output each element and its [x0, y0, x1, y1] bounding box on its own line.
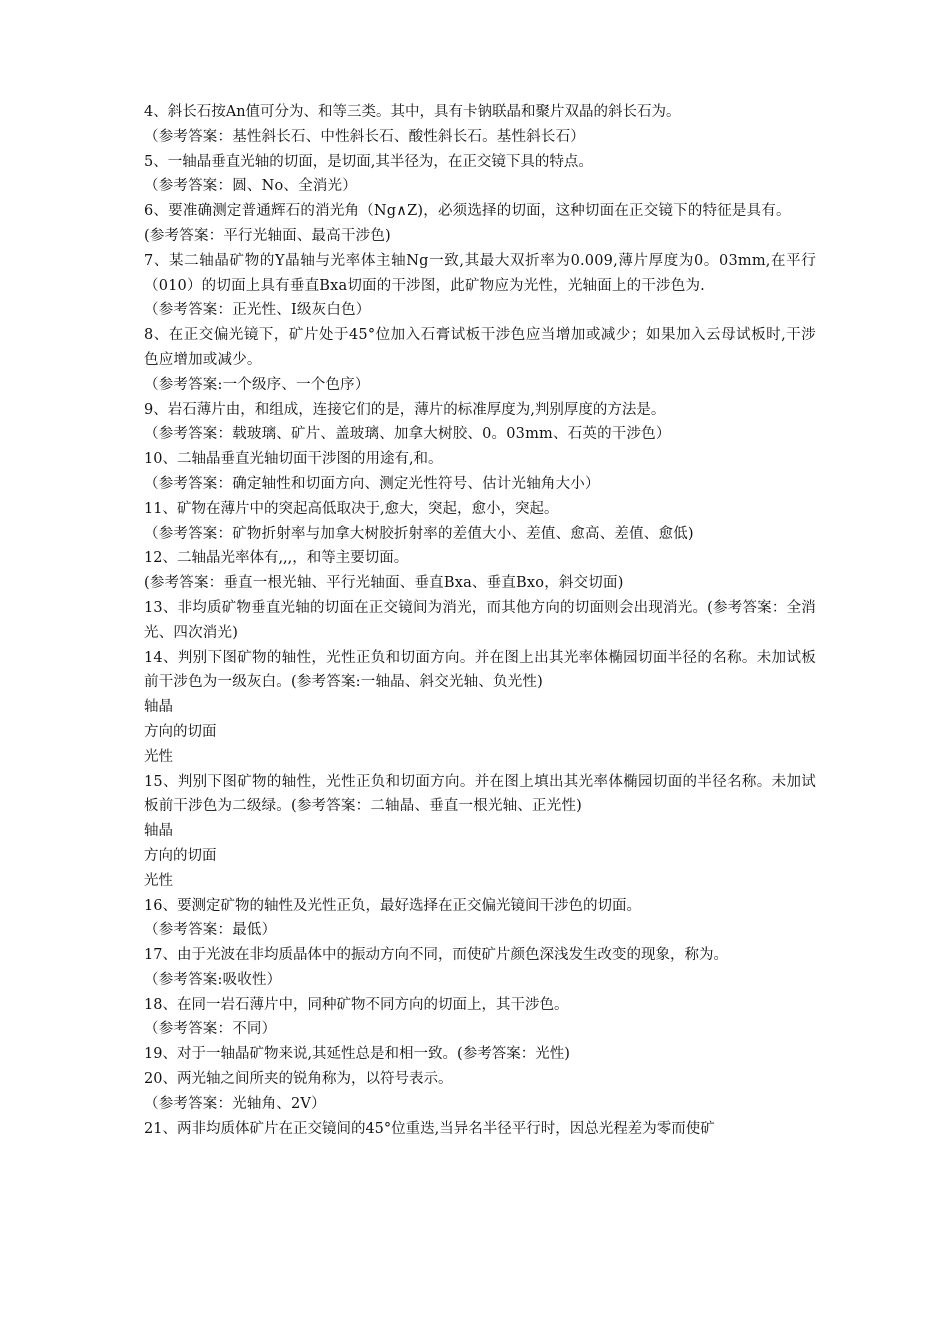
question-15-blank-section: 方向的切面: [144, 847, 217, 864]
answer-20: （参考答案：光轴角、2V）: [144, 1095, 326, 1112]
question-14-blank-section: 方向的切面: [144, 723, 217, 740]
answer-7: （参考答案：正光性、Ⅰ级灰白色）: [144, 302, 371, 319]
question-11: 11、矿物在薄片中的突起高低取决于,愈大，突起，愈小，突起。: [144, 500, 559, 517]
question-20: 20、两光轴之间所夹的锐角称为，以符号表示。: [144, 1071, 453, 1088]
answer-10: （参考答案：确定轴性和切面方向、测定光性符号、估计光轴角大小）: [144, 475, 600, 492]
question-15-blank-sign: 光性: [144, 872, 173, 889]
answer-17: （参考答案:吸收性）: [144, 971, 282, 988]
question-16: 16、要测定矿物的轴性及光性正负，最好选择在正交偏光镜间干涉色的切面。: [144, 897, 641, 914]
question-8: 8、在正交偏光镜下，矿片处于45°位加入石膏试板干涉色应当增加或减少；如果加入云母试板时,干涉色应增加或减少。: [144, 327, 816, 368]
answer-6: (参考答案：平行光轴面、最高干涉色): [144, 227, 391, 244]
question-21: 21、两非均质体矿片在正交镜间的45°位重迭,当异名半径平行时，因总光程差为零而使矿: [144, 1120, 715, 1137]
question-7: 7、某二轴晶矿物的Y晶轴与光率体主轴Ng一致,其最大双折率为0.009,薄片厚度为0。03mm,在平行（010）的切面上具有垂直Bxa切面的干涉图，此矿物应为光性，光轴面上的干涉色为.: [144, 252, 816, 294]
question-9: 9、岩石薄片由，和组成，连接它们的是，薄片的标准厚度为,判别厚度的方法是。: [144, 401, 666, 418]
answer-8: （参考答案:一个级序、一个色序）: [144, 376, 370, 393]
question-17: 17、由于光波在非均质晶体中的振动方向不同，而使矿片颜色深浅发生改变的现象，称为。: [144, 947, 728, 964]
question-18: 18、在同一岩石薄片中，同种矿物不同方向的切面上，其干涉色。: [144, 996, 569, 1013]
answer-12: (参考答案：垂直一根光轴、平行光轴面、垂直Bxa、垂直Bxo，斜交切面): [144, 575, 624, 592]
answer-4: （参考答案：基性斜长石、中性斜长石、酸性斜长石。基性斜长石）: [144, 128, 585, 145]
document-body: [144, 100, 816, 1141]
question-15-blank-axis: 轴晶: [144, 823, 173, 840]
question-19: 19、对于一轴晶矿物来说,其延性总是和相一致。(参考答案：光性): [144, 1046, 570, 1063]
question-4: 4、斜长石按An值可分为、和等三类。其中，具有卡钠联晶和聚片双晶的斜长石为。: [144, 104, 681, 120]
answer-16: （参考答案：最低）: [144, 922, 277, 939]
question-10: 10、二轴晶垂直光轴切面干涉图的用途有,和。: [144, 451, 443, 468]
question-15: 15、判别下图矿物的轴性，光性正负和切面方向。并在图上填出其光率体椭园切面的半径名称。未加试板前干涉色为二级绿。(参考答案：二轴晶、垂直一根光轴、正光性): [144, 773, 816, 815]
question-14: 14、判别下图矿物的轴性，光性正负和切面方向。并在图上出其光率体椭园切面半径的名称。未加试板前干涉色为一级灰白。(参考答案:一轴晶、斜交光轴、负光性): [144, 649, 816, 691]
answer-9: （参考答案：载玻璃、矿片、盖玻璃、加拿大树胶、0。03mm、石英的干涉色）: [144, 426, 671, 443]
answer-18: （参考答案：不同）: [144, 1021, 277, 1038]
answer-5: （参考答案：圆、No、全消光）: [144, 178, 357, 195]
question-6: 6、要准确测定普通辉石的消光角（Ng∧Z)，必须选择的切面，这种切面在正交镜下的特征是具有。: [144, 203, 791, 220]
question-14-blank-sign: 光性: [144, 748, 173, 765]
question-13: 13、非均质矿物垂直光轴的切面在正交镜间为消光，而其他方向的切面则会出现消光。(参考答案：全消光、四次消光): [144, 599, 816, 641]
question-14-blank-axis: 轴晶: [144, 699, 173, 716]
answer-11: （参考答案：矿物折射率与加拿大树胶折射率的差值大小、差值、愈高、差值、愈低): [144, 525, 694, 542]
question-5: 5、一轴晶垂直光轴的切面，是切面,其半径为，在正交镜下具的特点。: [144, 153, 593, 170]
question-12: 12、二轴晶光率体有,,,，和等主要切面。: [144, 550, 409, 567]
